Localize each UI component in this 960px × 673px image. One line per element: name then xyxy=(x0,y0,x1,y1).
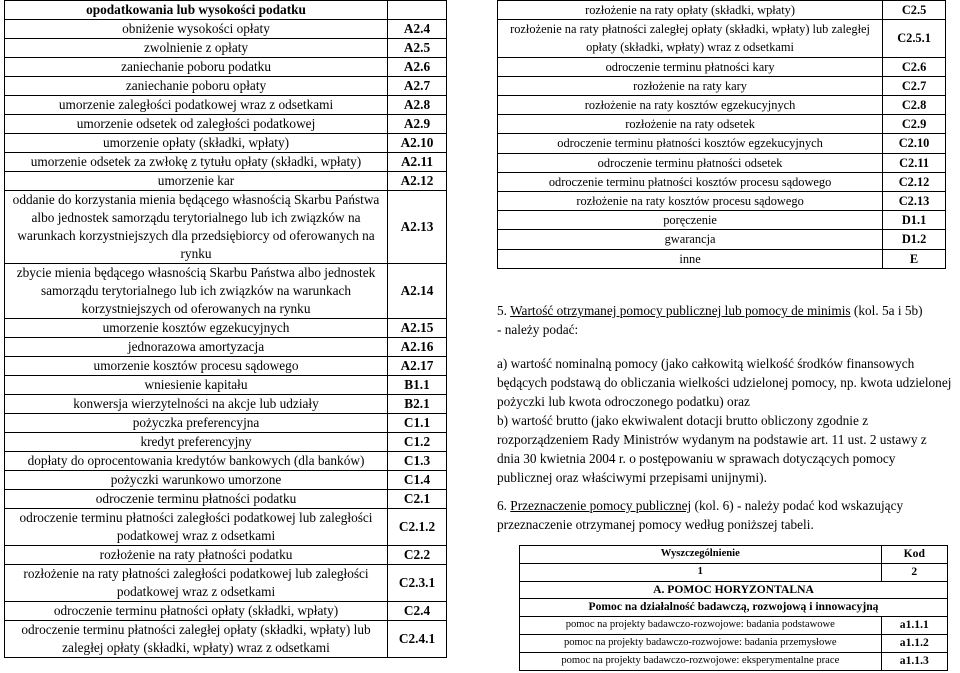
table-row xyxy=(5,172,447,191)
row-description: odroczenie terminu płatności opłaty (składki, wpłaty) xyxy=(5,602,388,621)
row-code: C2.3.1 xyxy=(388,565,447,602)
row-description: odroczenie terminu płatności zaległości podatkowej lub zaległości podatkowej wraz z odsetkami xyxy=(5,509,388,546)
row-description: odroczenie terminu płatności podatku xyxy=(5,490,388,509)
table-row xyxy=(5,509,447,546)
row-code: C2.5.1 xyxy=(883,20,946,57)
row-description: zaniechanie poboru opłaty xyxy=(5,77,388,96)
left-aid-form-table xyxy=(4,0,447,658)
row-code: C2.11 xyxy=(883,153,946,172)
value-explanation-paragraph xyxy=(497,354,952,487)
table-row xyxy=(5,490,447,509)
row-description: umorzenie kosztów procesu sądowego xyxy=(5,357,388,376)
row-description: dopłaty do oprocentowania kredytów bankowych (dla banków) xyxy=(5,452,388,471)
aid-purpose-table xyxy=(519,545,948,671)
row-description: umorzenie zaległości podatkowej wraz z odsetkami xyxy=(5,96,388,115)
row-code: A2.14 xyxy=(388,264,447,319)
table-row xyxy=(5,115,447,134)
table-row xyxy=(498,76,946,95)
table-row xyxy=(498,57,946,76)
row-description: umorzenie odsetek za zwłokę z tytułu opłaty (składki, wpłaty) xyxy=(5,153,388,172)
table-row xyxy=(5,546,447,565)
aid-purpose-table-body xyxy=(520,546,948,671)
table-row xyxy=(498,153,946,172)
row-description: odroczenie terminu płatności kosztów procesu sądowego xyxy=(498,172,883,191)
table-row xyxy=(498,172,946,191)
table-row xyxy=(5,565,447,602)
row-code: A2.16 xyxy=(388,338,447,357)
header-code: Kod xyxy=(881,546,947,564)
row-code: C1.1 xyxy=(388,414,447,433)
row-code: C2.13 xyxy=(883,192,946,211)
row-description: rozłożenie na raty płatności podatku xyxy=(5,546,388,565)
table-row xyxy=(5,319,447,338)
table-row xyxy=(498,1,946,20)
row-code: A2.15 xyxy=(388,319,447,338)
section-row xyxy=(520,581,948,599)
row-description: pożyczka preferencyjna xyxy=(5,414,388,433)
table-row xyxy=(5,134,447,153)
table-row xyxy=(498,134,946,153)
table-row xyxy=(5,1,447,20)
table-row xyxy=(5,191,447,264)
nominal-value-text: a) wartość nominalną pomocy (jako całkowitą wielkość środków finansowych będących podstawą do obliczania wielkości udzielonej pomocy, np. kwota udzielonej pożyczki lub kwota odroczonego podatku) oraz xyxy=(497,356,952,409)
section-heading: A. POMOC HORYZONTALNA xyxy=(520,581,948,599)
row-description: rozłożenie na raty opłaty (składki, wpłaty) xyxy=(498,1,883,20)
column-number-row xyxy=(520,563,948,581)
row-code: C2.2 xyxy=(388,546,447,565)
row-description: pomoc na projekty badawczo-rozwojowe: badania podstawowe xyxy=(520,617,882,635)
row-description: odroczenie terminu płatności odsetek xyxy=(498,153,883,172)
row-code: C2.12 xyxy=(883,172,946,191)
row-code: C2.7 xyxy=(883,76,946,95)
row-description: zbycie mienia będącego własnością Skarbu Państwa albo jednostek samorządu terytorialnego lub ich związków na warunkach korzystniejszych od oferowanych na rynku xyxy=(5,264,388,319)
row-description: wniesienie kapitału xyxy=(5,376,388,395)
section-6-title: Przeznaczenie pomocy publicznej xyxy=(510,498,692,513)
table-row xyxy=(498,192,946,211)
column-number-2: 2 xyxy=(881,563,947,581)
section-5-columns: (kol. 5a i 5b) xyxy=(850,303,923,318)
table-row xyxy=(5,433,447,452)
row-code: A2.10 xyxy=(388,134,447,153)
row-description: jednorazowa amortyzacja xyxy=(5,338,388,357)
row-description: zaniechanie poboru podatku xyxy=(5,58,388,77)
row-code: A2.4 xyxy=(388,20,447,39)
row-description: oddanie do korzystania mienia będącego własnością Skarbu Państwa albo jednostek samorządu terytorialnego lub ich związków na warunkach korzystniejszych dla przedsiębiorcy od oferowanych na rynku xyxy=(5,191,388,264)
table-row xyxy=(5,153,447,172)
gross-value-text: b) wartość brutto (jako ekwiwalent dotacji brutto obliczony zgodnie z rozporządzeniem Rady Ministrów wydanym na podstawie art. 11 ust. 2 ustawy z dnia 30 kwietnia 2004 r. o postępowaniu w sprawach dotyczących pomocy publicznej oraz właściwymi przepisami unijnymi). xyxy=(497,413,927,485)
row-code: A2.6 xyxy=(388,58,447,77)
row-code: D1.2 xyxy=(883,230,946,249)
row-description: pożyczki warunkowo umorzone xyxy=(5,471,388,490)
table-row xyxy=(498,96,946,115)
table-row xyxy=(498,115,946,134)
table-row xyxy=(5,338,447,357)
row-description: konwersja wierzytelności na akcje lub udziały xyxy=(5,395,388,414)
table-row xyxy=(520,652,948,670)
table-row xyxy=(5,39,447,58)
table-row xyxy=(5,452,447,471)
row-code: C1.2 xyxy=(388,433,447,452)
row-description: opodatkowania lub wysokości podatku xyxy=(5,1,388,20)
row-code: A2.11 xyxy=(388,153,447,172)
column-number-1: 1 xyxy=(520,563,882,581)
row-description: rozłożenie na raty kosztów egzekucyjnych xyxy=(498,96,883,115)
row-description: zwolnienie z opłaty xyxy=(5,39,388,58)
table-row xyxy=(5,602,447,621)
row-code: C2.4.1 xyxy=(388,621,447,658)
row-code: A2.12 xyxy=(388,172,447,191)
row-code: C1.4 xyxy=(388,471,447,490)
table-row xyxy=(5,20,447,39)
section-6-number: 6. xyxy=(497,498,511,513)
row-description: gwarancja xyxy=(498,230,883,249)
table-row xyxy=(5,264,447,319)
row-description: pomoc na projekty badawczo-rozwojowe: eksperymentalne prace xyxy=(520,652,882,670)
table-row xyxy=(520,634,948,652)
right-aid-form-table xyxy=(497,0,946,269)
row-code: A2.5 xyxy=(388,39,447,58)
row-code: A2.17 xyxy=(388,357,447,376)
row-code: D1.1 xyxy=(883,211,946,230)
row-code: E xyxy=(883,249,946,268)
row-code: B2.1 xyxy=(388,395,447,414)
row-code: A2.7 xyxy=(388,77,447,96)
row-description: rozłożenie na raty kosztów procesu sądowego xyxy=(498,192,883,211)
table-row xyxy=(5,395,447,414)
table-row xyxy=(498,249,946,268)
row-code: C2.6 xyxy=(883,57,946,76)
table-row xyxy=(5,96,447,115)
header-row xyxy=(520,546,948,564)
subsection-heading: Pomoc na działalność badawczą, rozwojową i innowacyjną xyxy=(520,599,948,617)
row-description: rozłożenie na raty kary xyxy=(498,76,883,95)
row-description: kredyt preferencyjny xyxy=(5,433,388,452)
table-row xyxy=(5,471,447,490)
row-description: rozłożenie na raty płatności zaległej opłaty (składki, wpłaty) lub zaległej opłaty (składki, wpłaty) wraz z odsetkami xyxy=(498,20,883,57)
table-row xyxy=(5,357,447,376)
right-top-table-body xyxy=(498,1,946,269)
table-row xyxy=(5,621,447,658)
row-description: odroczenie terminu płatności kary xyxy=(498,57,883,76)
subsection-row xyxy=(520,599,948,617)
row-description: umorzenie kosztów egzekucyjnych xyxy=(5,319,388,338)
row-description: inne xyxy=(498,249,883,268)
row-description: poręczenie xyxy=(498,211,883,230)
table-row xyxy=(5,376,447,395)
row-code: C2.1 xyxy=(388,490,447,509)
row-description: umorzenie kar xyxy=(5,172,388,191)
row-code: A2.9 xyxy=(388,115,447,134)
table-row xyxy=(520,617,948,635)
row-code: C2.10 xyxy=(883,134,946,153)
header-description: Wyszczególnienie xyxy=(520,546,882,564)
section-5-title: Wartość otrzymanej pomocy publicznej lub pomocy de minimis xyxy=(510,303,851,318)
table-row xyxy=(5,77,447,96)
row-description: pomoc na projekty badawczo-rozwojowe: badania przemysłowe xyxy=(520,634,882,652)
table-row xyxy=(498,211,946,230)
row-code: a1.1.2 xyxy=(881,634,947,652)
table-row xyxy=(498,230,946,249)
row-code: a1.1.3 xyxy=(881,652,947,670)
row-code: C2.1.2 xyxy=(388,509,447,546)
row-description: odroczenie terminu płatności zaległej opłaty (składki, wpłaty) lub zaległej opłaty (składki, wpłaty) wraz z odsetkami xyxy=(5,621,388,658)
left-table-body xyxy=(5,1,447,658)
section-5-number: 5. xyxy=(497,303,511,318)
row-code: C2.9 xyxy=(883,115,946,134)
row-code: C2.4 xyxy=(388,602,447,621)
row-code: A2.8 xyxy=(388,96,447,115)
row-code: C2.5 xyxy=(883,1,946,20)
table-row xyxy=(5,414,447,433)
row-description: umorzenie opłaty (składki, wpłaty) xyxy=(5,134,388,153)
row-code xyxy=(388,1,447,20)
row-code: a1.1.1 xyxy=(881,617,947,635)
row-description: obniżenie wysokości opłaty xyxy=(5,20,388,39)
section-6-text: (kol. 6) - należy podać kod wskazujący przeznaczenie otrzymanej pomocy według poniższej tabeli. xyxy=(497,498,904,532)
row-code: C2.8 xyxy=(883,96,946,115)
section-5-paragraph xyxy=(497,301,952,339)
section-5-instruction: - należy podać: xyxy=(497,322,579,337)
row-description: rozłożenie na raty odsetek xyxy=(498,115,883,134)
row-description: odroczenie terminu płatności kosztów egzekucyjnych xyxy=(498,134,883,153)
row-code: B1.1 xyxy=(388,376,447,395)
row-code: A2.13 xyxy=(388,191,447,264)
row-description: rozłożenie na raty płatności zaległości podatkowej lub zaległości podatkowej wraz z odsetkami xyxy=(5,565,388,602)
section-6-paragraph xyxy=(497,496,952,534)
table-row xyxy=(498,20,946,57)
row-code: C1.3 xyxy=(388,452,447,471)
row-description: umorzenie odsetek od zaległości podatkowej xyxy=(5,115,388,134)
table-row xyxy=(5,58,447,77)
